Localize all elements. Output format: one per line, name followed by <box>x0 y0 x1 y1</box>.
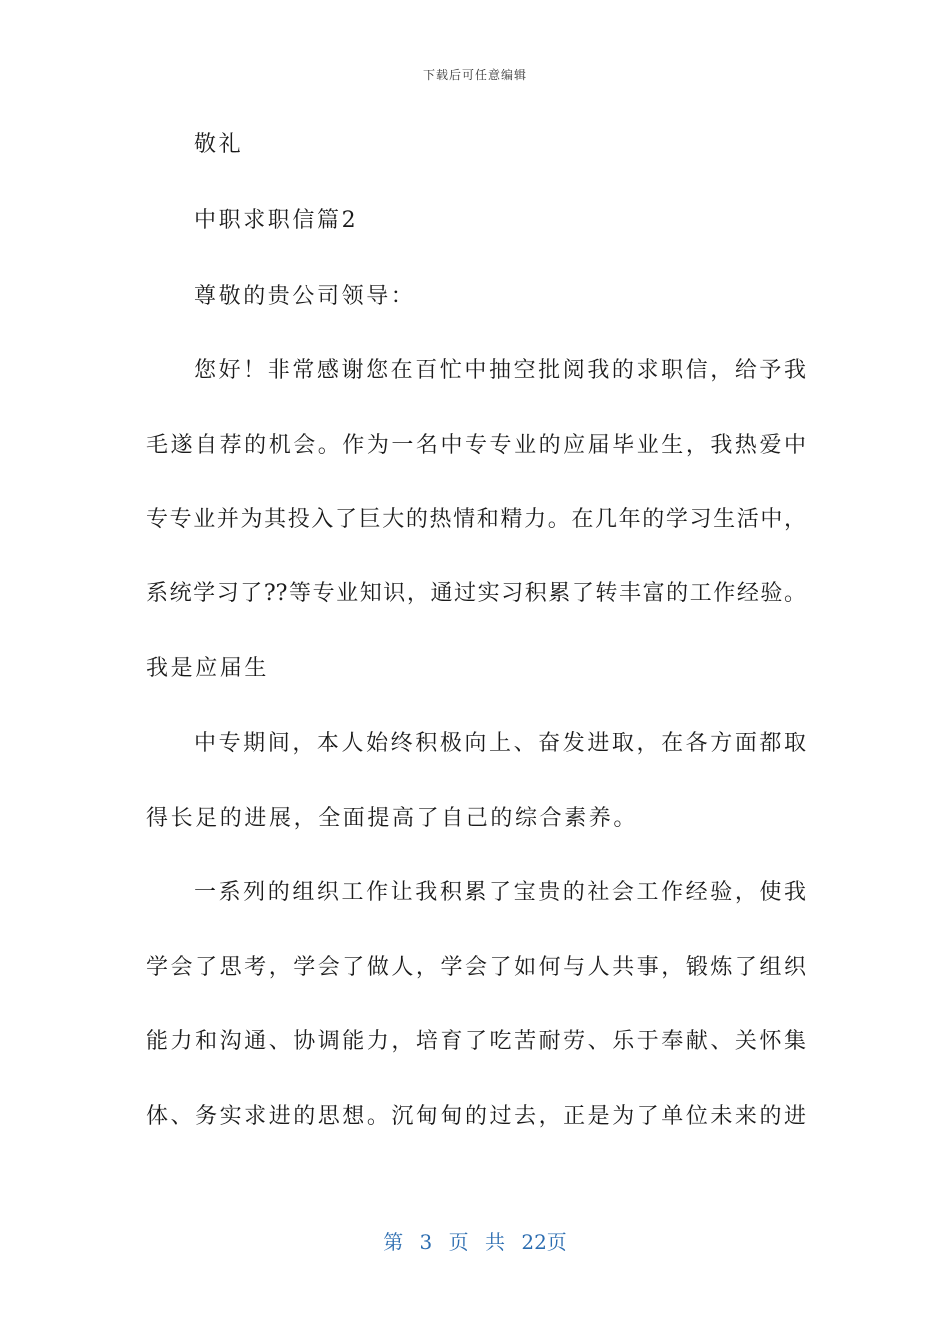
paragraph-line: 系统学习了??等专业知识，通过实习积累了转丰富的工作经验。 <box>146 581 806 606</box>
paragraph-line: 学会了思考，学会了做人，学会了如何与人共事，锻炼了组织 <box>146 955 806 980</box>
paragraph-line: 一系列的组织工作让我积累了宝贵的社会工作经验，使我 <box>194 880 806 905</box>
paragraph-line: 能力和沟通、协调能力，培育了吃苦耐劳、乐于奉献、关怀集 <box>146 1029 806 1054</box>
paragraph-line: 中专期间，本人始终积极向上、奋发进取，在各方面都取 <box>194 731 806 756</box>
paragraph-line: 得长足的进展，全面提高了自己的综合素养。 <box>146 806 639 831</box>
section-title: 中职求职信篇2 <box>194 208 359 233</box>
greeting-line: 尊敬的贵公司领导： <box>194 284 416 309</box>
paragraph-line: 体、务实求进的思想。沉甸甸的过去，正是为了单位未来的进 <box>146 1104 806 1129</box>
closing-salutation: 敬礼 <box>194 132 244 157</box>
paragraph-line: 专专业并为其投入了巨大的热情和精力。在几年的学习生活中， <box>146 507 806 532</box>
paragraph-line: 毛遂自荐的机会。作为一名中专专业的应届毕业生，我热爱中 <box>146 433 806 458</box>
paragraph-line: 我是应届生 <box>146 656 270 681</box>
page-number: 第 3 页 共 22页 <box>383 1230 567 1254</box>
header-note: 下载后可任意编辑 <box>422 68 527 82</box>
paragraph-line: 您好！非常感谢您在百忙中抽空批阅我的求职信，给予我 <box>194 358 806 383</box>
